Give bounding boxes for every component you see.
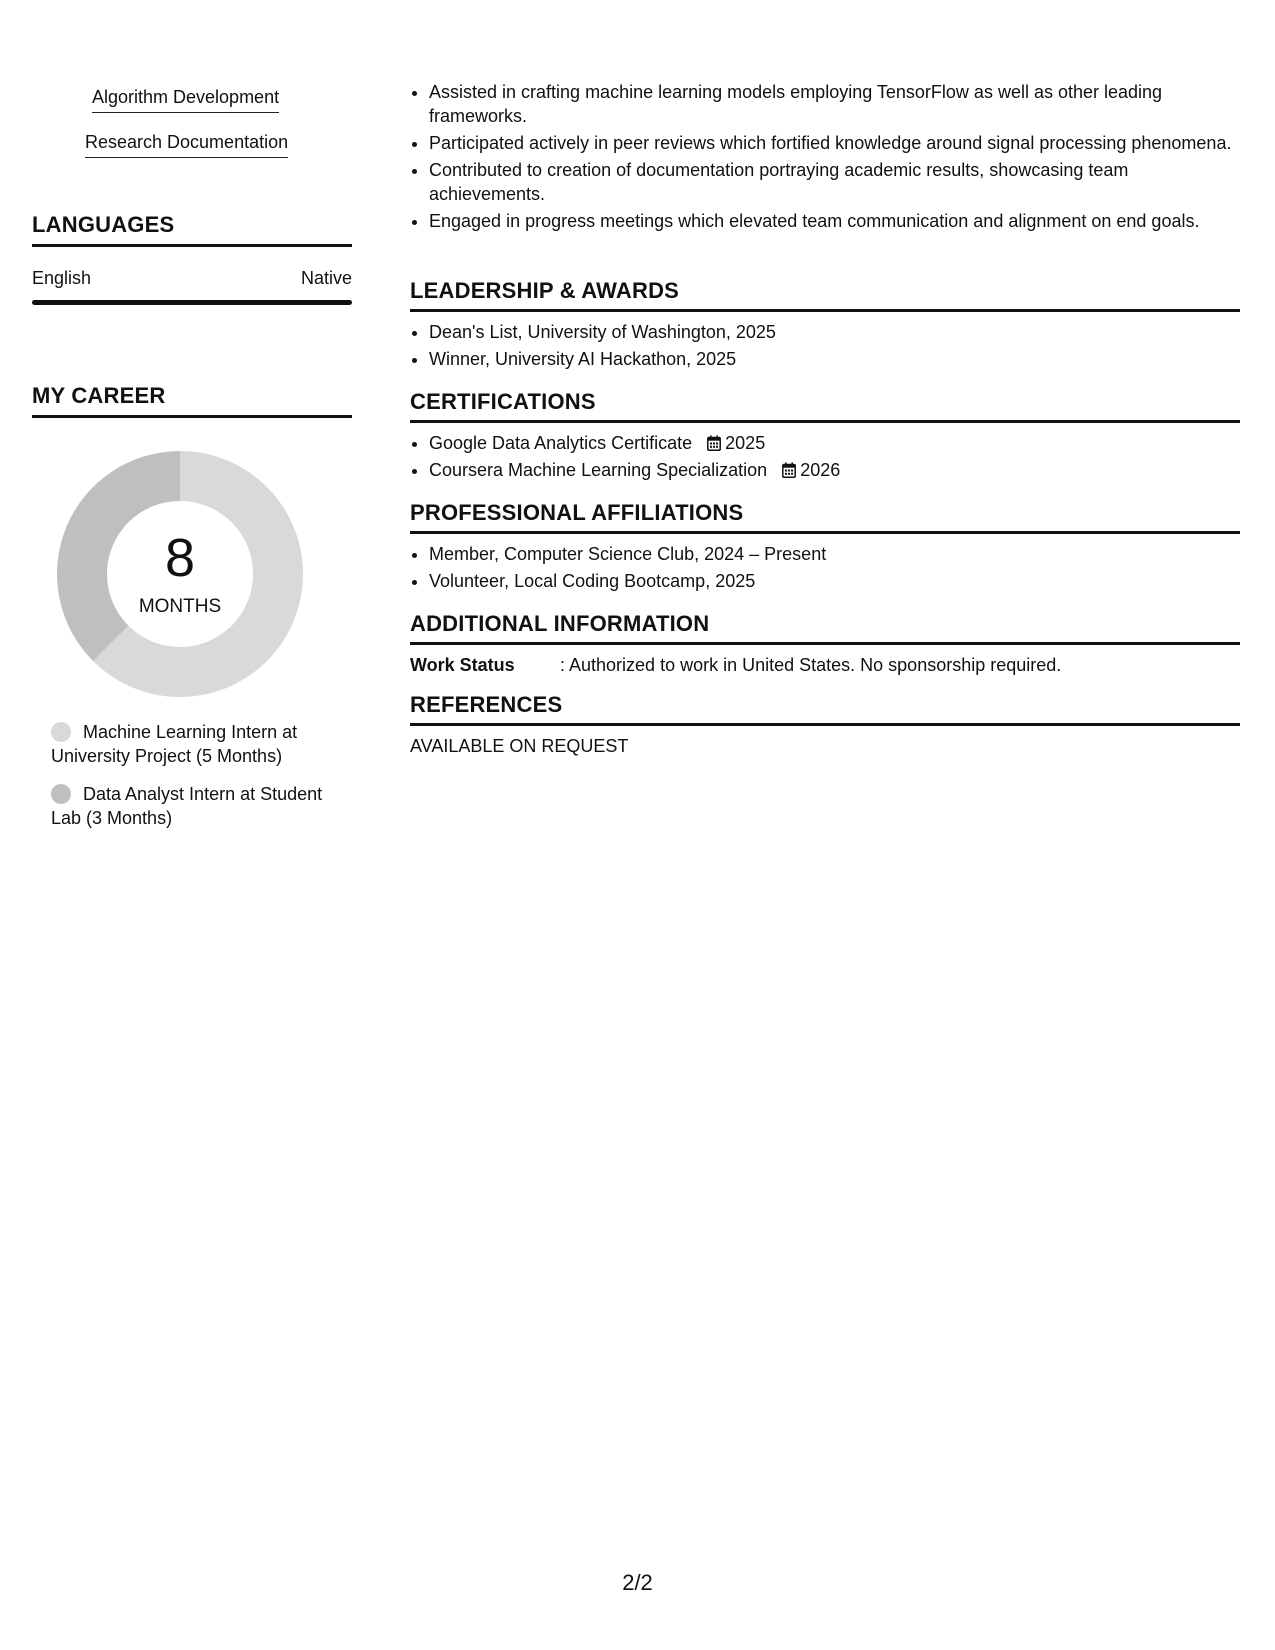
legend-color-dot [51, 784, 71, 804]
languages-heading: LANGUAGES [32, 212, 352, 247]
donut-total-number: 8 [164, 528, 196, 588]
additional-info-section [410, 611, 1240, 677]
legend-label: Data Analyst Intern at Student Lab (3 Months) [51, 784, 323, 828]
calendar-icon [782, 462, 796, 478]
page-number: 2/2 [622, 1570, 653, 1595]
career-donut-chart [56, 450, 304, 698]
language-name: English [32, 268, 92, 288]
certifications-section [410, 389, 1240, 485]
donut-center [56, 450, 304, 698]
awards-heading: LEADERSHIP & AWARDS [410, 278, 1240, 312]
legend-label: Machine Learning Intern at University Project (5 Months) [51, 722, 298, 766]
skill-tag: Algorithm Development [92, 86, 279, 113]
references-heading: REFERENCES [410, 692, 1240, 726]
certification-year: 2025 [725, 433, 766, 453]
certification-year: 2026 [800, 460, 841, 480]
experience-bullets [410, 80, 1240, 236]
career-legend-item [51, 782, 331, 830]
list-item: • Contributed to creation of documentation portraying academic results, showcasing team achievements. [429, 158, 1240, 206]
list-item: • Engaged in progress meetings which elevated team communication and alignment on end goals. [429, 209, 1240, 233]
calendar-icon [707, 435, 721, 451]
certifications-list [410, 431, 1240, 482]
skill-tag: Research Documentation [85, 131, 288, 158]
experience-list [410, 80, 1240, 233]
awards-section [410, 278, 1240, 374]
affiliations-heading: PROFESSIONAL AFFILIATIONS [410, 500, 1240, 534]
certification-name: Google Data Analytics Certificate [429, 433, 693, 453]
list-item: • Volunteer, Local Coding Bootcamp, 2025 [429, 569, 1240, 593]
list-item [429, 458, 1240, 482]
work-status-row [410, 653, 1240, 677]
work-status-label: Work Status [410, 655, 515, 675]
certification-name: Coursera Machine Learning Specialization [429, 460, 768, 480]
list-item: • Participated actively in peer reviews which fortified knowledge around signal processing phenomena. [429, 131, 1240, 155]
additional-info-heading: ADDITIONAL INFORMATION [410, 611, 1240, 645]
list-item: • Winner, University AI Hackathon, 2025 [429, 347, 1240, 371]
list-item [429, 431, 1240, 455]
career-legend-item [51, 720, 331, 768]
language-row [32, 268, 352, 289]
work-status-value: : Authorized to work in United States. No sponsorship required. [560, 655, 1062, 675]
language-level-bar [32, 300, 352, 305]
certifications-heading: CERTIFICATIONS [410, 389, 1240, 423]
list-item: • Member, Computer Science Club, 2024 – Present [429, 542, 1240, 566]
career-heading: MY CAREER [32, 383, 352, 418]
list-item: • Assisted in crafting machine learning models employing TensorFlow as well as other leading frameworks. [429, 80, 1240, 128]
language-level: Native [300, 268, 352, 288]
affiliations-section [410, 500, 1240, 596]
affiliations-list [410, 542, 1240, 593]
references-section [410, 692, 1240, 758]
donut-total-unit: MONTHS [138, 596, 222, 617]
references-text: AVAILABLE ON REQUEST [410, 736, 629, 756]
list-item: • Dean's List, University of Washington, 2025 [429, 320, 1240, 344]
awards-list [410, 320, 1240, 371]
legend-color-dot [51, 722, 71, 742]
